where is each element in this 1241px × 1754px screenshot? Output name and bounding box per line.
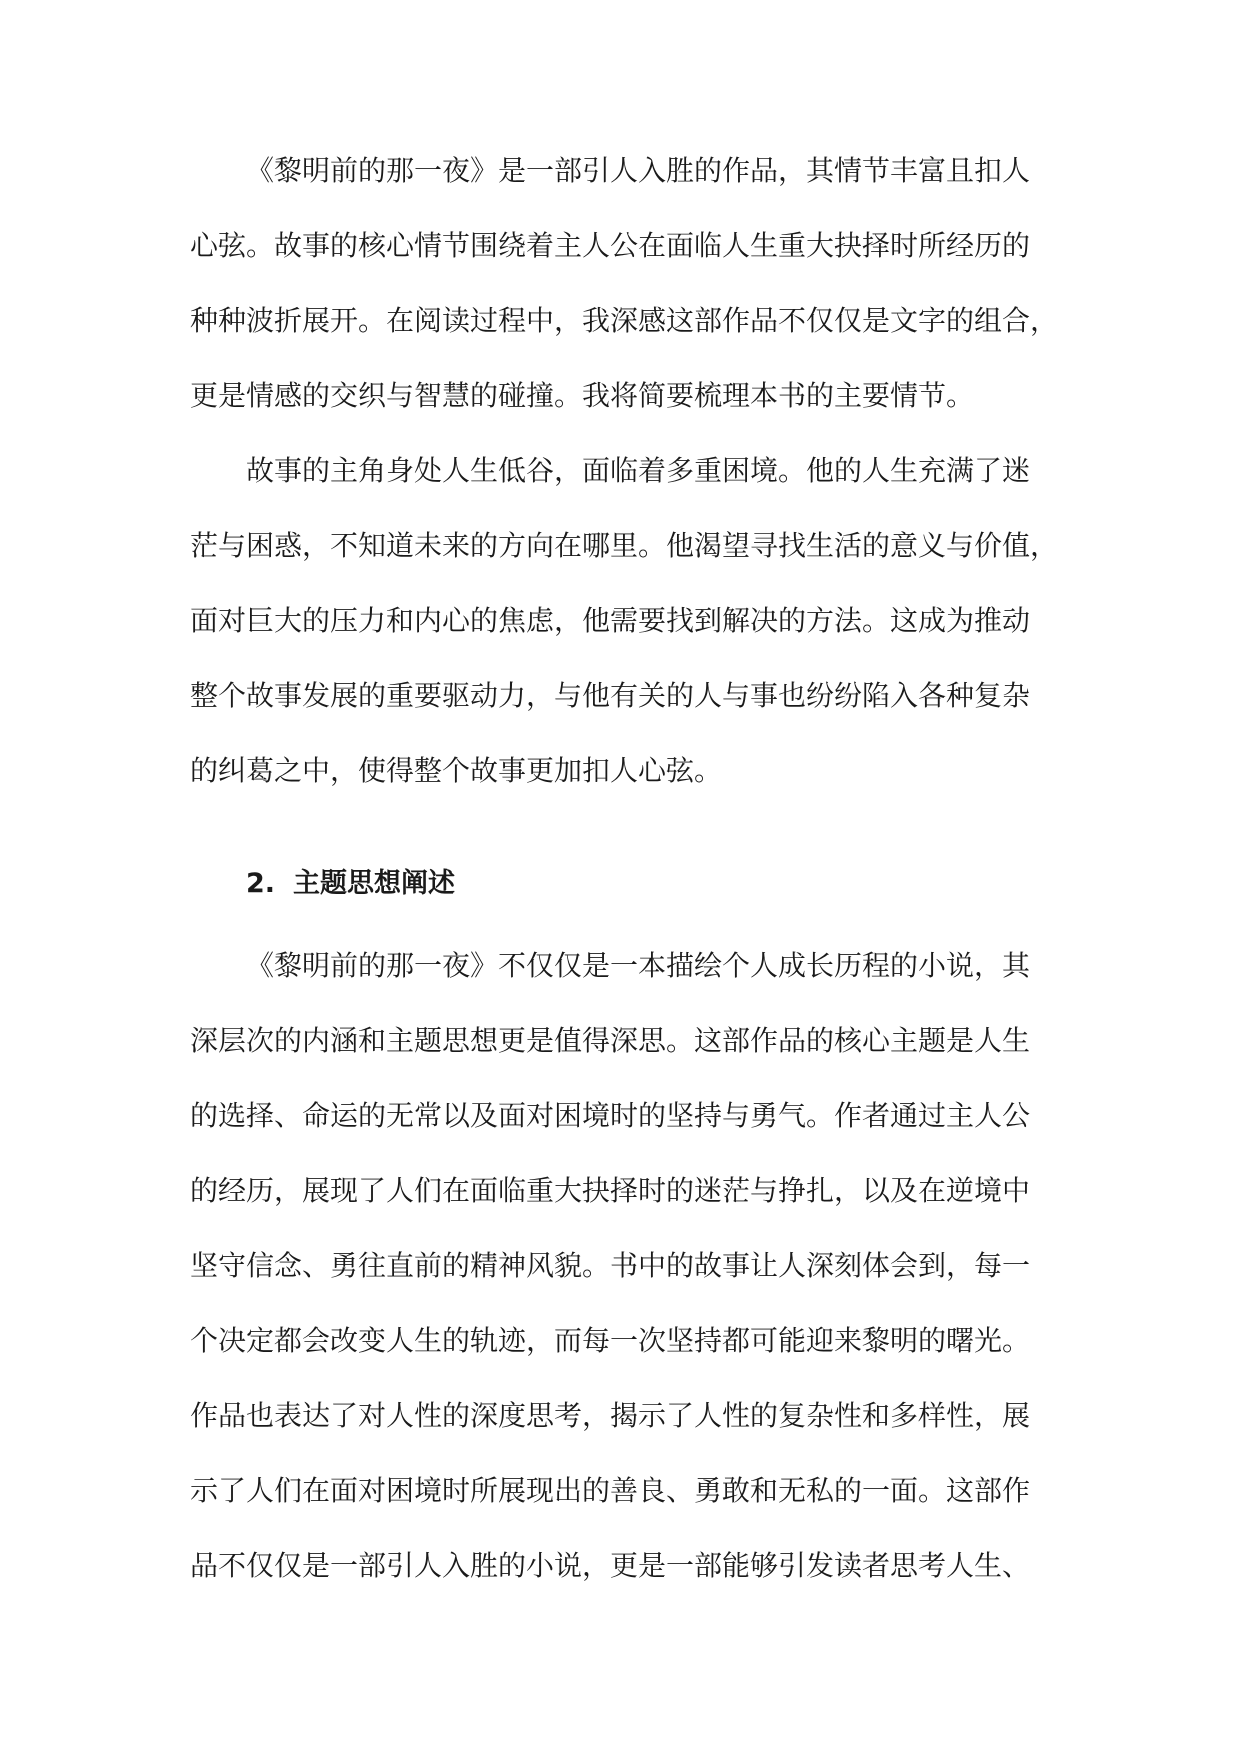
paragraph-2-line-3: 面对巨大的压力和内心的焦虑，他需要找到解决的方法。这成为推动 xyxy=(190,604,1031,637)
section-paragraph-line-9: 品不仅仅是一部引人入胜的小说，更是一部能够引发读者思考人生、 xyxy=(190,1549,1031,1582)
section-paragraph-line-1: 《黎明前的那一夜》不仅仅是一本描绘个人成长历程的小说，其 xyxy=(246,949,1031,982)
section-title: 主题思想阐述 xyxy=(293,868,456,899)
paragraph-1-line-4: 更是情感的交织与智慧的碰撞。我将简要梳理本书的主要情节。 xyxy=(190,379,975,412)
section-paragraph-line-3: 的选择、命运的无常以及面对困境时的坚持与勇气。作者通过主人公 xyxy=(190,1099,1031,1132)
section-paragraph-line-8: 示了人们在面对困境时所展现出的善良、勇敢和无私的一面。这部作 xyxy=(190,1474,1031,1507)
section-paragraph-line-5: 坚守信念、勇往直前的精神风貌。书中的故事让人深刻体会到，每一 xyxy=(190,1249,1031,1282)
paragraph-1-line-2: 心弦。故事的核心情节围绕着主人公在面临人生重大抉择时所经历的 xyxy=(190,229,1031,262)
section-paragraph-line-2: 深层次的内涵和主题思想更是值得深思。这部作品的核心主题是人生 xyxy=(190,1024,1031,1057)
paragraph-2-line-1: 故事的主角身处人生低谷，面临着多重困境。他的人生充满了迷 xyxy=(246,454,1031,487)
paragraph-2-line-5: 的纠葛之中，使得整个故事更加扣人心弦。 xyxy=(190,754,723,787)
paragraph-2-line-2: 茫与困惑，不知道未来的方向在哪里。他渴望寻找生活的意义与价值， xyxy=(190,529,1059,562)
section-paragraph-line-6: 个决定都会改变人生的轨迹，而每一次坚持都可能迎来黎明的曙光。 xyxy=(190,1324,1031,1357)
paragraph-1-line-3: 种种波折展开。在阅读过程中，我深感这部作品不仅仅是文字的组合， xyxy=(190,304,1059,337)
paragraph-2-line-4: 整个故事发展的重要驱动力，与他有关的人与事也纷纷陷入各种复杂 xyxy=(190,679,1031,712)
section-paragraph-line-4: 的经历，展现了人们在面临重大抉择时的迷茫与挣扎，以及在逆境中 xyxy=(190,1174,1031,1207)
section-heading xyxy=(246,864,455,904)
paragraph-1-line-1: 《黎明前的那一夜》是一部引人入胜的作品，其情节丰富且扣人 xyxy=(246,154,1031,187)
section-paragraph-line-7: 作品也表达了对人性的深度思考，揭示了人性的复杂性和多样性，展 xyxy=(190,1399,1031,1432)
section-number: 2. xyxy=(246,868,276,899)
